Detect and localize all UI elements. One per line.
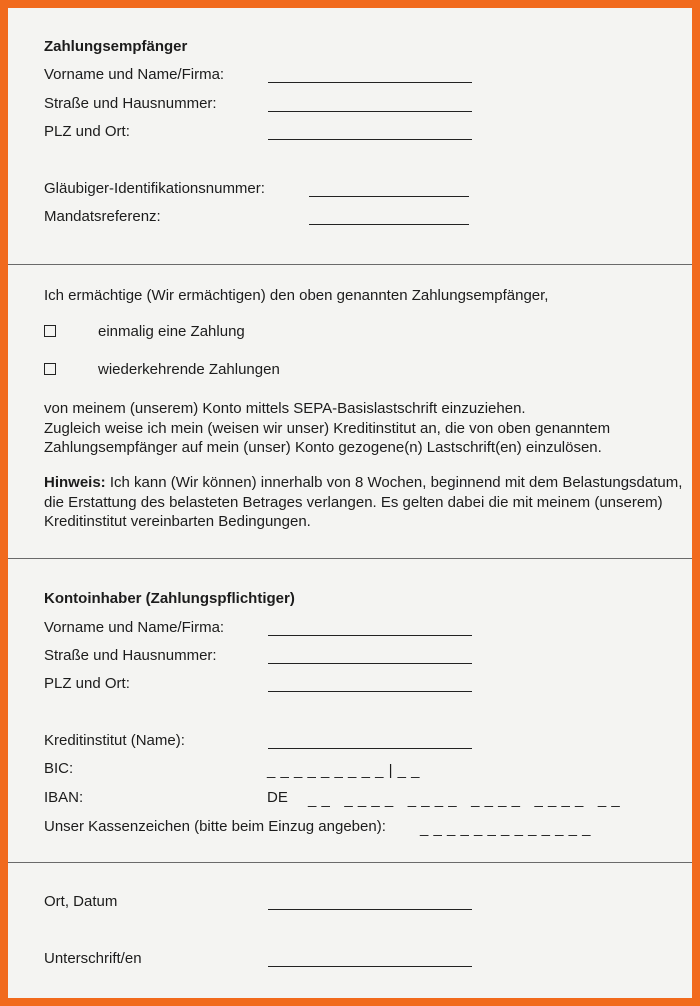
- mandate-reference-label: Mandatsreferenz:: [44, 208, 161, 225]
- mandate-form: [8, 8, 692, 998]
- section-divider: [8, 264, 692, 265]
- authorization-intro: Ich ermächtige (Wir ermächtigen) den oben genannten Zahlungsempfänger,: [44, 287, 549, 304]
- place-date-label: Ort, Datum: [44, 893, 118, 910]
- bank-name-field[interactable]: [268, 748, 472, 749]
- debtor-name-field[interactable]: [268, 635, 472, 636]
- debtor-heading: Kontoinhaber (Zahlungspflichtiger): [44, 590, 295, 607]
- section-divider: [8, 862, 692, 863]
- iban-field[interactable]: _ _ _ _ _ _ _ _ _ _ _ _ _ _ _ _ _ _ _ _: [308, 791, 621, 808]
- recurring-label: wiederkehrende Zahlungen: [98, 361, 280, 378]
- payee-street-field[interactable]: [268, 111, 472, 112]
- debtor-city-field[interactable]: [268, 691, 472, 692]
- authorization-body-1: von meinem (unserem) Konto mittels SEPA-Basislastschrift einzuziehen.: [44, 400, 526, 417]
- place-date-field[interactable]: [268, 909, 472, 910]
- debtor-street-label: Straße und Hausnummer:: [44, 647, 217, 664]
- creditor-id-label: Gläubiger-Identifikationsnummer:: [44, 180, 265, 197]
- recurring-checkbox[interactable]: [44, 363, 56, 375]
- section-divider: [8, 558, 692, 559]
- reference-label: Unser Kassenzeichen (bitte beim Einzug angeben):: [44, 818, 386, 835]
- signature-field[interactable]: [268, 966, 472, 967]
- signature-label: Unterschrift/en: [44, 950, 142, 967]
- payee-name-label: Vorname und Name/Firma:: [44, 66, 225, 83]
- reference-field[interactable]: _ _ _ _ _ _ _ _ _ _ _ _ _: [420, 820, 591, 837]
- payee-name-field[interactable]: [268, 82, 472, 83]
- once-checkbox[interactable]: [44, 325, 56, 337]
- bic-label: BIC:: [44, 760, 74, 777]
- iban-label: IBAN:: [44, 789, 84, 806]
- mandate-reference-field[interactable]: [309, 224, 469, 225]
- payee-city-field[interactable]: [268, 139, 472, 140]
- note-text: Ich kann (Wir können) innerhalb von 8 Wochen, beginnend mit dem Belastungsdatum, die Erstattung des belasteten Betrages verlangen. Es gelten dabei die mit meinem (unserem) Kreditinstitut vereinbarten Bedingungen.: [44, 474, 683, 530]
- payee-city-label: PLZ und Ort:: [44, 123, 130, 140]
- bank-name-label: Kreditinstitut (Name):: [44, 732, 185, 749]
- note-label: Hinweis:: [44, 474, 106, 491]
- refund-note: [44, 473, 684, 532]
- once-label: einmalig eine Zahlung: [98, 323, 245, 340]
- bic-field[interactable]: _ _ _ _ _ _ _ _ _ | _ _: [267, 762, 421, 779]
- authorization-body: [44, 399, 684, 458]
- payee-street-label: Straße und Hausnummer:: [44, 95, 217, 112]
- iban-country-prefix: DE: [267, 789, 288, 806]
- authorization-body-2: Zugleich weise ich mein (weisen wir unser) Kreditinstitut an, die von oben genanntem Zahlungsempfänger auf mein (unser) Konto gezogene(n) Lastschrift(en) einzulösen.: [44, 419, 611, 456]
- debtor-city-label: PLZ und Ort:: [44, 675, 130, 692]
- debtor-name-label: Vorname und Name/Firma:: [44, 619, 225, 636]
- debtor-street-field[interactable]: [268, 663, 472, 664]
- creditor-id-field[interactable]: [309, 196, 469, 197]
- payee-heading: Zahlungsempfänger: [44, 38, 188, 55]
